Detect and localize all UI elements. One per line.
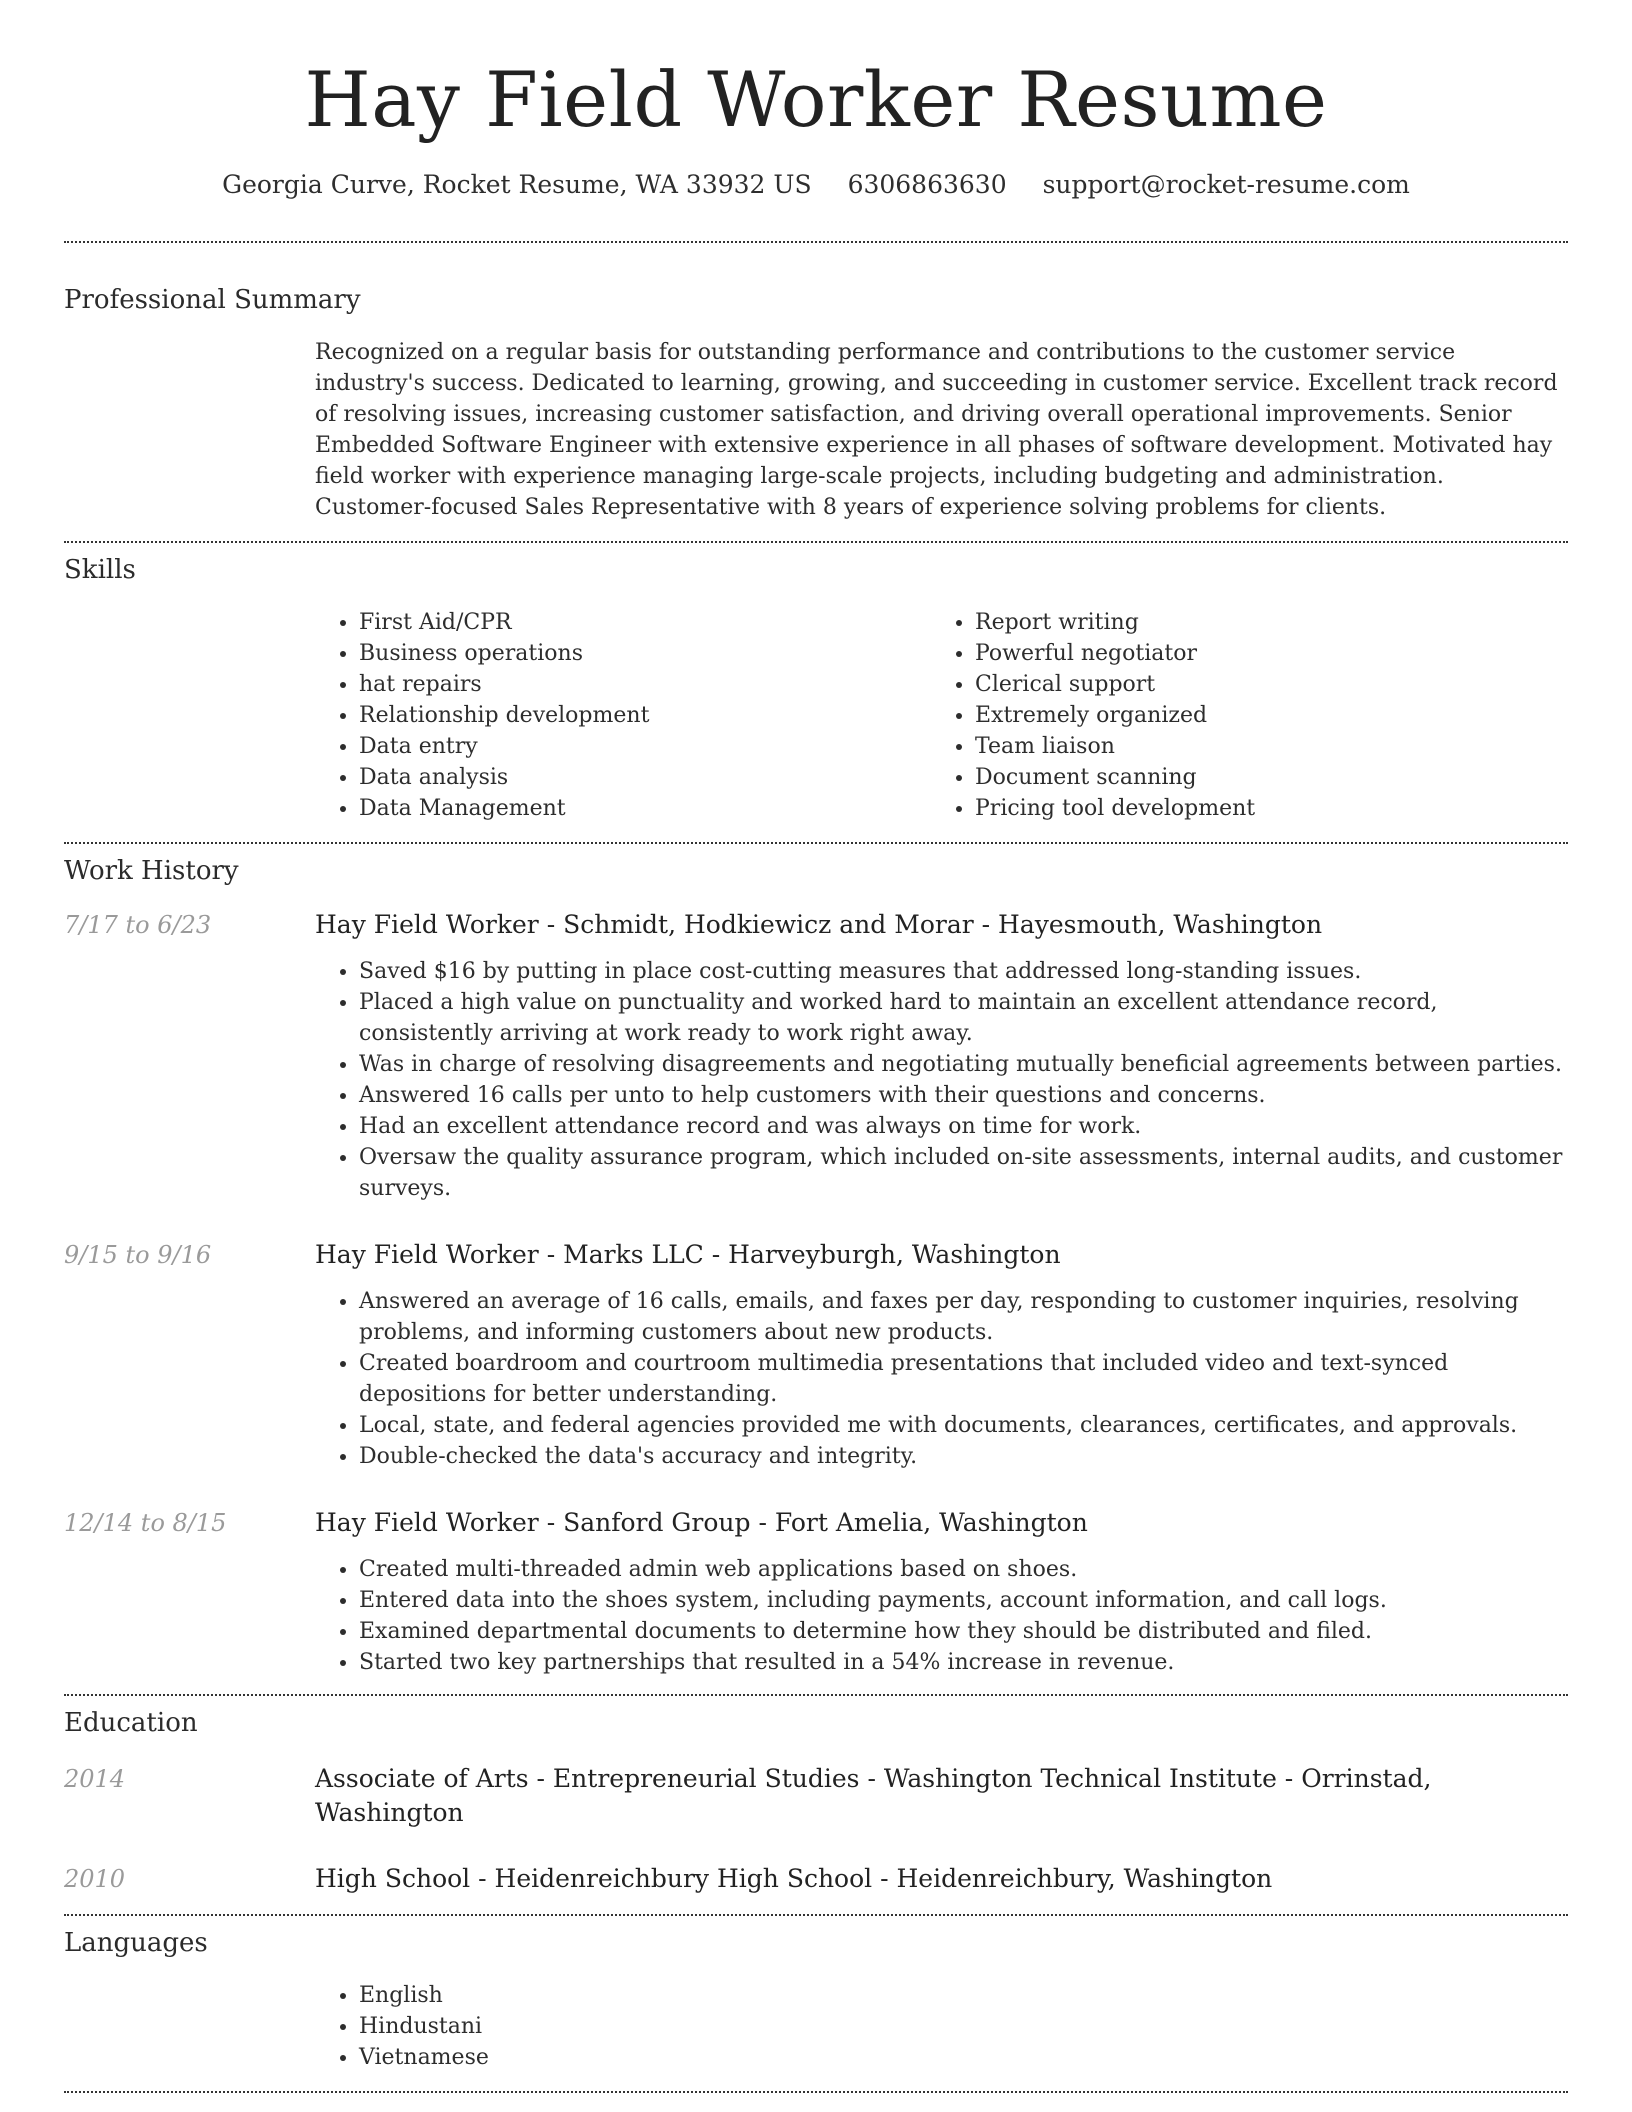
divider (64, 241, 1568, 243)
summary-row (64, 337, 1568, 523)
job-bullet: • Double-checked the data's accuracy and integrity. (359, 1441, 1568, 1472)
summary-text: Recognized on a regular basis for outstanding performance and contributions to the customer service industry's success. Dedicated to learning, growing, and succeeding in customer service. Excellent track record of resolving issues, increasing customer satisfaction, and driving overall operational improvements. Senior Embedded Software Engineer with extensive experience in all phases of software development. Motivated hay field worker with experience managing large-scale projects, including budgeting and administration. Customer-focused Sales Representative with 8 years of experience solving problems for clients. (315, 340, 1558, 520)
skill-item: • Data analysis (359, 762, 931, 793)
languages-row (64, 1980, 1568, 2073)
section-heading-skills: Skills (64, 555, 136, 585)
job-bullet: • Saved $16 by putting in place cost-cutting measures that addressed long-standing issues. (359, 956, 1568, 987)
job-title: Hay Field Worker - Schmidt, Hodkiewicz and Morar - Hayesmouth, Washington (315, 910, 1323, 939)
job-title: Hay Field Worker - Marks LLC - Harveyburgh, Washington (315, 1240, 1061, 1269)
skills-row (64, 607, 1568, 824)
contact-phone: 6306863630 (847, 170, 1007, 199)
job-dates: 9/15 to 9/16 (64, 1241, 212, 1269)
skill-item: • Powerful negotiator (975, 638, 1547, 669)
skill-item: • hat repairs (359, 669, 931, 700)
divider (64, 842, 1568, 844)
divider (64, 1694, 1568, 1696)
job-bullet: • Placed a high value on punctuality and worked hard to maintain an excellent attendance record, consistently arriving at work ready to work right away. (359, 987, 1568, 1049)
skill-item: • Data Management (359, 793, 931, 824)
job-bullet: • Entered data into the shoes system, including payments, account information, and call logs. (359, 1585, 1568, 1616)
job-bullet: • Was in charge of resolving disagreements and negotiating mutually beneficial agreements between parties. (359, 1049, 1568, 1080)
skills-list-left (315, 607, 931, 824)
skill-item: • First Aid/CPR (359, 607, 931, 638)
education-entry (64, 1862, 1568, 1896)
contact-line (64, 168, 1568, 202)
skill-item: • Team liaison (975, 731, 1547, 762)
education-list (64, 1762, 1568, 1896)
job-bullet: • Started two key partnerships that resulted in a 54% increase in revenue. (359, 1647, 1568, 1678)
skills-left-spacer (64, 607, 315, 824)
education-title: Associate of Arts - Entrepreneurial Studies - Washington Technical Institute - Orrinstad, Washington (315, 1764, 1432, 1827)
summary-left-spacer (64, 337, 315, 523)
job-entry (64, 1238, 1568, 1472)
languages-left-spacer (64, 1980, 315, 2073)
language-item: • Hindustani (359, 2011, 1568, 2042)
job-bullets (315, 1286, 1568, 1472)
job-bullet: • Answered an average of 16 calls, emails, and faxes per day, responding to customer inquiries, resolving problems, and informing customers about new products. (359, 1286, 1568, 1348)
contact-email: support@rocket-resume.com (1042, 170, 1410, 199)
job-bullets (315, 1554, 1568, 1678)
divider (64, 541, 1568, 543)
job-bullet: • Local, state, and federal agencies provided me with documents, clearances, certificates, and approvals. (359, 1410, 1568, 1441)
language-item: • Vietnamese (359, 2042, 1568, 2073)
resume-title: Hay Field Worker Resume (304, 55, 1328, 144)
job-bullet: • Answered 16 calls per unto to help customers with their questions and concerns. (359, 1080, 1568, 1111)
section-heading-work: Work History (64, 856, 239, 886)
job-dates: 7/17 to 6/23 (64, 911, 212, 939)
contact-address: Georgia Curve, Rocket Resume, WA 33932 US (222, 170, 812, 199)
divider (64, 2091, 1568, 2093)
skill-item: • Business operations (359, 638, 931, 669)
job-entry (64, 1506, 1568, 1678)
job-title: Hay Field Worker - Sanford Group - Fort Amelia, Washington (315, 1508, 1088, 1537)
education-title: High School - Heidenreichbury High School - Heidenreichbury, Washington (315, 1864, 1273, 1893)
section-heading-summary: Professional Summary (64, 285, 361, 315)
skills-list-right (931, 607, 1547, 824)
skill-item: • Data entry (359, 731, 931, 762)
skills-grid (315, 607, 1568, 824)
skill-item: • Relationship development (359, 700, 931, 731)
job-bullet: • Examined departmental documents to determine how they should be distributed and filed. (359, 1616, 1568, 1647)
job-entry (64, 908, 1568, 1204)
job-bullets (315, 956, 1568, 1204)
education-year: 2010 (64, 1865, 126, 1893)
skill-item: • Pricing tool development (975, 793, 1547, 824)
section-heading-education: Education (64, 1708, 198, 1738)
skill-item: • Document scanning (975, 762, 1547, 793)
skill-item: • Clerical support (975, 669, 1547, 700)
language-item: • English (359, 1980, 1568, 2011)
job-bullet: • Created multi-threaded admin web applications based on shoes. (359, 1554, 1568, 1585)
languages-list (315, 1980, 1568, 2073)
job-bullet: • Had an excellent attendance record and was always on time for work. (359, 1111, 1568, 1142)
work-history-list (64, 908, 1568, 1678)
job-bullet: • Created boardroom and courtroom multimedia presentations that included video and text-synced depositions for better understanding. (359, 1348, 1568, 1410)
job-bullet: • Oversaw the quality assurance program, which included on-site assessments, internal audits, and customer surveys. (359, 1142, 1568, 1204)
education-year: 2014 (64, 1765, 126, 1793)
education-entry (64, 1762, 1568, 1830)
skill-item: • Extremely organized (975, 700, 1547, 731)
job-dates: 12/14 to 8/15 (64, 1509, 227, 1537)
divider (64, 1914, 1568, 1916)
section-heading-languages: Languages (64, 1928, 208, 1958)
skill-item: • Report writing (975, 607, 1547, 638)
